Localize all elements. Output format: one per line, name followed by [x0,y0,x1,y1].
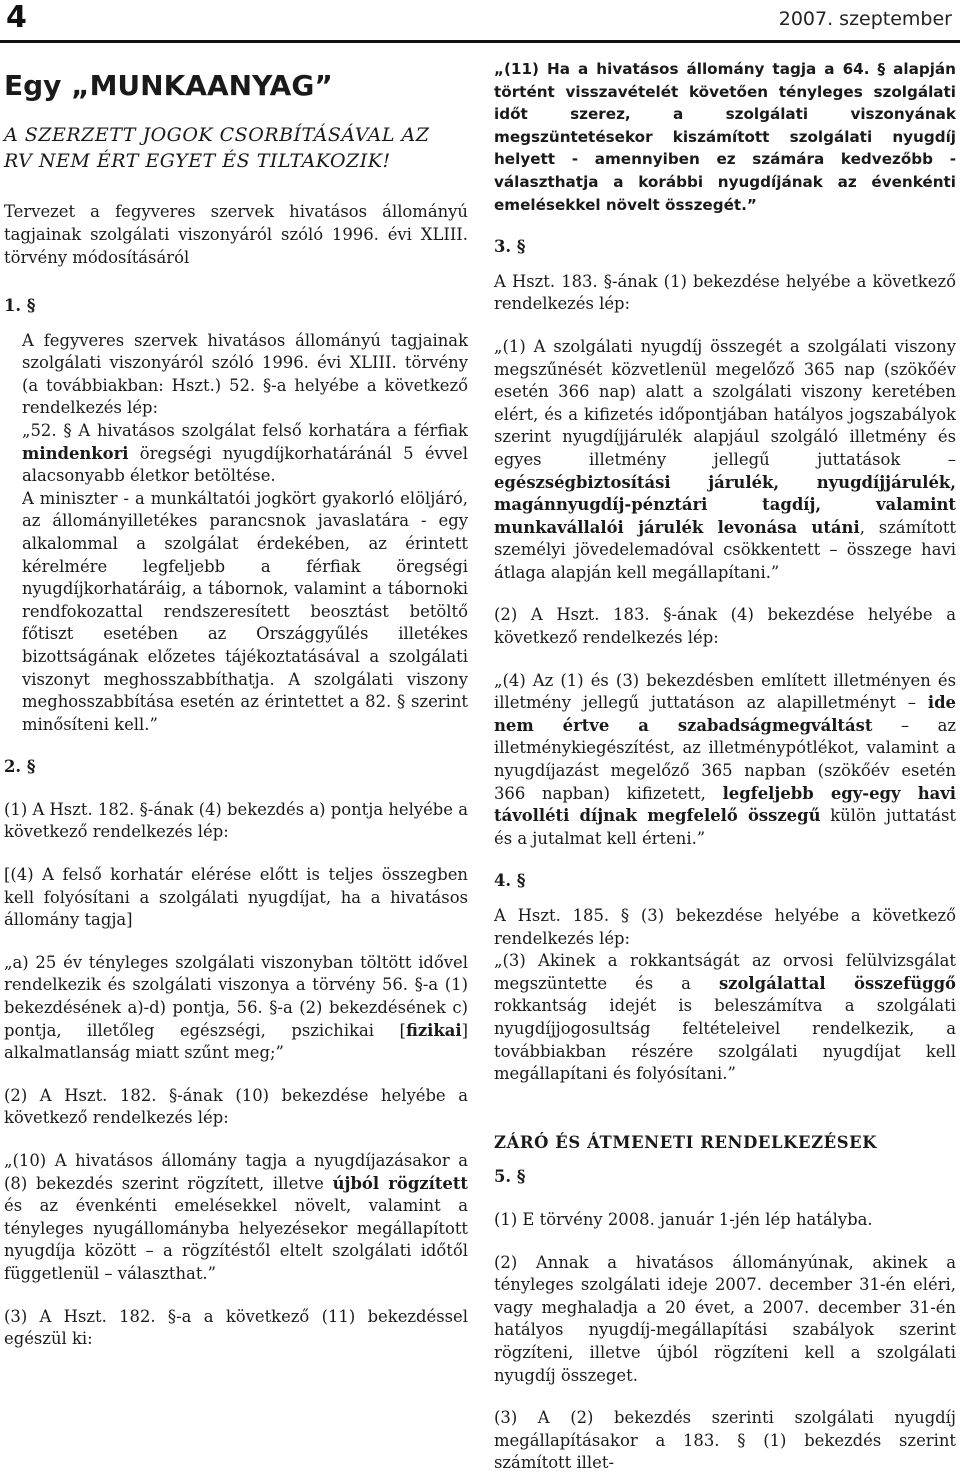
section-1-paragraph-1: A fegyveres szervek hivatásos állományú tagjainak szolgálati viszonyáról szóló 1996. évi XLIII. törvény (a továbbiakban: Hszt.) 52. §-a helyébe a következő rendelkezés lép: [22,330,468,418]
section-2-paragraph-3: „a) 25 év tényleges szolgálati viszonyban töltött idővel rendelkezik és szolgálati viszonya a törvény 56. §-a (1) bekezdésének a)-d) pontja, 56. §-a (2) bekezdésének c) pontja, illetőleg egészségi, pszichikai [fizikai] alkalmatlanság miatt szűnt meg;” [4,952,468,1063]
right-column [494,58,956,1475]
section-3-paragraph-2: „(1) A szolgálati nyugdíj összegét a szolgálati viszony megszűnését közvetlenül megelőző 365 nap (szökőév esetén 366 nap) alatt a szolgálati viszony keretében elért, és a kifizetés időpontjában hatályos jogszabályok szerint nyugdíjjárulék alapjául szolgáló illetmény és egyes illetmény jellegű juttatások – egészségbiztosítási járulék, nyugdíjjárulék, magánnyugdíj-pénztári tagdíj, valamint munkavállalói járulék levonása utáni, számított személyi jövedelemadóval csökkentett – összege havi átlaga alapján kell megállapítani.” [494,336,956,582]
section-3-paragraph-4: „(4) Az (1) és (3) bekezdésben említett illetményen és illetmény jellegű juttatáson az alapilletményt – ide nem értve a szabadságmegváltást – az illetménykiegészítést, az illetménypótlékot, valamint a nyugdíjazást megelőző 365 napban (szökőév esetén 366 napban) kifizetett, legfeljebb egy-egy havi távolléti díjnak megfelelő összegű külön juttatást és a jutalmat kell érteni.” [494,670,956,848]
section-5-paragraph-3: (3) A (2) bekezdés szerinti szolgálati nyugdíj megállapításakor a 183. § (1) bekezdés szerint számított illet- [494,1408,956,1473]
final-provisions-heading: ZÁRÓ ÉS ÁTMENETI RENDELKEZÉSEK [494,1132,878,1152]
section-1-number: 1. § [4,296,36,315]
section-5-paragraph-2: (2) Annak a hivatásos állományúnak, akinek a tényleges szolgálati ideje 2007. december 31-én eléri, vagy meghaladja a 20 évet, a 2007. december 31-én hatályos nyugdíj-megállapítási szabályok szerint rögzíteni, illetve újból rögzíteni kell a szolgálati nyugdíj összeget. [494,1252,956,1385]
section-4-number: 4. § [494,871,526,891]
section-4-paragraph-1: A Hszt. 185. § (3) bekezdése helyébe a következő rendelkezés lép: [494,906,956,948]
section-2-paragraph-2: [(4) A felső korhatár elérése előtt is teljes összegben kell folyósítani a szolgálati nyugdíjat, ha a hivatásos állomány tagja] [4,865,468,930]
section-4-paragraph-2: „(3) Akinek a rokkantságát az orvosi felülvizsgálat megszüntette és a szolgálattal összefüggő rokkantság idejét is beleszámítva a szolgálati nyugdíjjogosultság feltételeivel rendelkezik, a továbbiakban részére szolgálati nyugdíjat kell megállapítani és folyósítani.” [494,951,956,1084]
section-1-paragraph-2: „52. § A hivatásos szolgálat felső korhatára a férfiak mindenkori öregségi nyugdíjkorhatáránál 5 évvel alacsonyabb életkor betöltése. [22,420,468,486]
section-5-paragraph-1: (1) E törvény 2008. január 1-jén lép hatályba. [494,1209,873,1229]
page-header [0,0,960,44]
issue-date: 2007. szeptember [778,8,952,30]
section-3-paragraph-1: A Hszt. 183. §-ának (1) bekezdése helyébe a következő rendelkezés lép: [494,271,956,314]
article-subtitle-line-1: A SZERZETT JOGOK CSORBÍTÁSÁVAL AZ [4,124,430,146]
section-2-paragraph-1: (1) A Hszt. 182. §-ának (4) bekezdés a) pontja helyébe a következő rendelkezés lép: [4,799,468,842]
article-subtitle-line-2: RV NEM ÉRT EGYET ÉS TILTAKOZIK! [4,150,391,172]
section-5-number: 5. § [494,1167,526,1187]
article-title: Egy „MUNKAANYAG” [4,69,333,102]
left-column [4,58,468,1351]
draft-title: Tervezet a fegyveres szervek hivatásos állományú tagjainak szolgálati viszonyáról szóló 1996. évi XLIII. törvény módosításáról [4,202,468,267]
page-number: 4 [6,0,27,35]
section-2-paragraph-7: „(11) Ha a hivatásos állomány tagja a 64. § alapján történt visszavételét követően tényleges szolgálati időt szerez, a szolgálati viszonyának megszüntetésekor kiszámított szolgálati nyugdíj helyett - amennyiben ez számára kedvezőbb - választhatja a korábbi nyugdíjának az évenkénti emelésekkel növelt összegét.” [494,60,956,214]
section-2-paragraph-4: (2) A Hszt. 182. §-ának (10) bekezdése helyébe a következő rendelkezés lép: [4,1085,468,1128]
header-rule [0,40,960,43]
section-2-paragraph-5: „(10) A hivatásos állomány tagja a nyugdíjazásakor a (8) bekezdés szerint rögzített, illetve újból rögzített és az évenkénti emelésekkel növelt, valamint a tényleges nyugállományba helyezésekor megállapított nyugdíja között – a rögzítéstől eltelt szolgálati időtől függetlenül – választhat.” [4,1151,468,1283]
section-1-paragraph-3: A miniszter - a munkáltatói jogkört gyakorló elöljáró, az állományilletékes parancsnok javaslatára - egy alkalommal a szolgálat érdekében, az érintett kérelmére legfeljebb a férfiak öregségi nyugdíjkorhatáráig, a tábornok, valamint a tábornoki rendfokozattal rendszeresített beosztást betöltő főtiszt esetében az Országgyűlés illetékes bizottságának előzetes tájékoztatásával a szolgálati viszonyt meghosszabbíthatja. A szolgálati viszony meghosszabbítása esetén az érintettet a 82. § szerint minősíteni kell.” [22,488,468,734]
section-2-number: 2. § [4,757,36,777]
section-3-number: 3. § [494,237,526,257]
section-3-paragraph-3: (2) A Hszt. 183. §-ának (4) bekezdése helyébe a következő rendelkezés lép: [494,605,956,648]
section-2-paragraph-6: (3) A Hszt. 182. §-a a következő (11) bekezdéssel egészül ki: [4,1306,468,1349]
